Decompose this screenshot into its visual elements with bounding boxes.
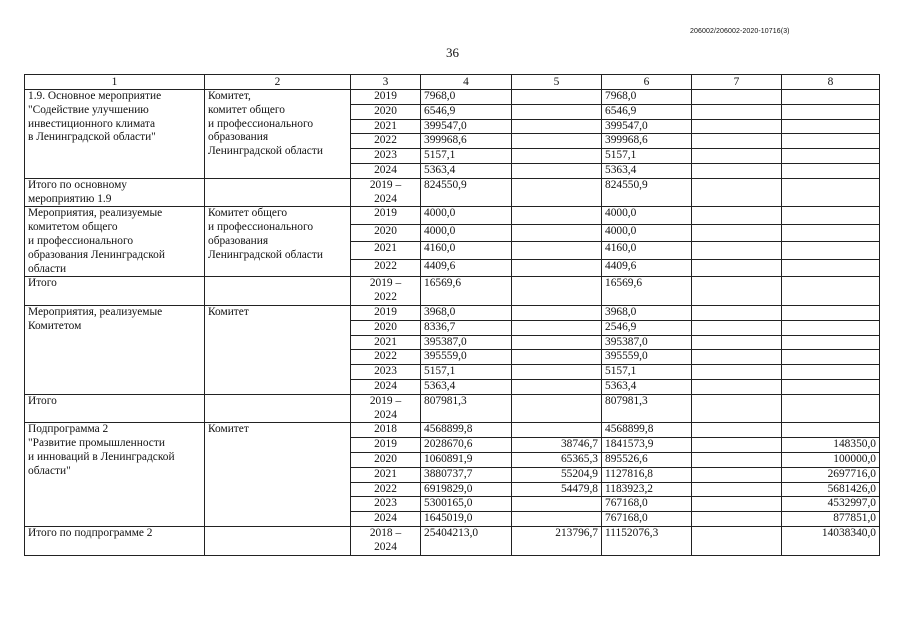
value-cell-col6: 895526,6 <box>602 452 692 467</box>
value-cell-col7 <box>692 512 782 527</box>
year-cell: 2023 <box>351 497 421 512</box>
value-cell-col7 <box>692 259 782 277</box>
value-cell-col5 <box>512 163 602 178</box>
value-cell-col5 <box>512 242 602 259</box>
value-cell-col5 <box>512 394 602 423</box>
column-header: 3 <box>351 75 421 90</box>
year-cell: 2018 – 2024 <box>351 526 421 555</box>
value-cell-col8 <box>782 90 880 105</box>
value-cell-col7 <box>692 438 782 453</box>
year-cell: 2023 <box>351 365 421 380</box>
column-header: 5 <box>512 75 602 90</box>
value-cell-col4: 5363,4 <box>421 163 512 178</box>
value-cell-col6: 399547,0 <box>602 119 692 134</box>
year-cell: 2021 <box>351 467 421 482</box>
column-header: 4 <box>421 75 512 90</box>
page-number: 36 <box>446 45 459 60</box>
value-cell-col5: 38746,7 <box>512 438 602 453</box>
value-cell-col4: 5300165,0 <box>421 497 512 512</box>
value-cell-col6: 1127816,8 <box>602 467 692 482</box>
year-cell: 2021 <box>351 242 421 259</box>
value-cell-col7 <box>692 119 782 134</box>
value-cell-col7 <box>692 149 782 164</box>
value-cell-col7 <box>692 423 782 438</box>
value-cell-col8 <box>782 163 880 178</box>
year-cell: 2022 <box>351 482 421 497</box>
year-cell: 2019 <box>351 90 421 105</box>
value-cell-col7 <box>692 350 782 365</box>
value-cell-col6: 3968,0 <box>602 305 692 320</box>
value-cell-col4: 5363,4 <box>421 379 512 394</box>
executor-name <box>205 178 351 207</box>
value-cell-col5 <box>512 90 602 105</box>
value-cell-col5 <box>512 423 602 438</box>
value-cell-col4: 1645019,0 <box>421 512 512 527</box>
value-cell-col8 <box>782 178 880 207</box>
value-cell-col4: 3880737,7 <box>421 467 512 482</box>
table-header <box>25 75 880 90</box>
value-cell-col6: 767168,0 <box>602 497 692 512</box>
year-cell: 2019 <box>351 207 421 224</box>
value-cell-col6: 395387,0 <box>602 335 692 350</box>
value-cell-col6: 2546,9 <box>602 320 692 335</box>
executor-name <box>205 394 351 423</box>
value-cell-col5 <box>512 207 602 224</box>
value-cell-col6: 5157,1 <box>602 365 692 380</box>
value-cell-col4: 6919829,0 <box>421 482 512 497</box>
table-row <box>25 90 880 105</box>
activity-name: Итого по основному мероприятию 1.9 <box>25 178 205 207</box>
year-cell: 2022 <box>351 350 421 365</box>
table-row <box>25 423 880 438</box>
table-row <box>25 394 880 423</box>
value-cell-col7 <box>692 320 782 335</box>
year-cell: 2019 – 2022 <box>351 277 421 306</box>
value-cell-col4: 5157,1 <box>421 149 512 164</box>
value-cell-col6: 16569,6 <box>602 277 692 306</box>
column-header: 8 <box>782 75 880 90</box>
value-cell-col7 <box>692 134 782 149</box>
activity-name: Подпрограмма 2 "Развитие промышленности и инноваций в Ленинградской области" <box>25 423 205 527</box>
value-cell-col4: 7968,0 <box>421 90 512 105</box>
value-cell-col8 <box>782 134 880 149</box>
value-cell-col7 <box>692 497 782 512</box>
executor-name: Комитет <box>205 423 351 527</box>
value-cell-col7 <box>692 452 782 467</box>
table-row <box>25 178 880 207</box>
value-cell-col6: 4000,0 <box>602 207 692 224</box>
value-cell-col5 <box>512 305 602 320</box>
value-cell-col5 <box>512 497 602 512</box>
year-cell: 2022 <box>351 259 421 277</box>
value-cell-col8 <box>782 335 880 350</box>
value-cell-col5 <box>512 350 602 365</box>
value-cell-col4: 5157,1 <box>421 365 512 380</box>
value-cell-col4: 4000,0 <box>421 207 512 224</box>
value-cell-col7 <box>692 467 782 482</box>
year-cell: 2024 <box>351 512 421 527</box>
value-cell-col6: 4568899,8 <box>602 423 692 438</box>
value-cell-col6: 4160,0 <box>602 242 692 259</box>
value-cell-col5: 213796,7 <box>512 526 602 555</box>
value-cell-col6: 5363,4 <box>602 163 692 178</box>
value-cell-col6: 7968,0 <box>602 90 692 105</box>
value-cell-col4: 4409,6 <box>421 259 512 277</box>
value-cell-col5 <box>512 365 602 380</box>
value-cell-col4: 16569,6 <box>421 277 512 306</box>
value-cell-col8 <box>782 305 880 320</box>
value-cell-col7 <box>692 379 782 394</box>
document-code: 206002/206002-2020-10716(3) <box>690 28 790 35</box>
value-cell-col8 <box>782 242 880 259</box>
value-cell-col5 <box>512 149 602 164</box>
value-cell-col5 <box>512 134 602 149</box>
value-cell-col6: 807981,3 <box>602 394 692 423</box>
value-cell-col7 <box>692 163 782 178</box>
value-cell-col5: 54479,8 <box>512 482 602 497</box>
value-cell-col8 <box>782 320 880 335</box>
value-cell-col6: 11152076,3 <box>602 526 692 555</box>
table-body <box>25 90 880 556</box>
value-cell-col4: 399968,6 <box>421 134 512 149</box>
value-cell-col7 <box>692 482 782 497</box>
value-cell-col4: 4568899,8 <box>421 423 512 438</box>
value-cell-col7 <box>692 224 782 241</box>
value-cell-col5: 65365,3 <box>512 452 602 467</box>
value-cell-col6: 5363,4 <box>602 379 692 394</box>
year-cell: 2019 <box>351 305 421 320</box>
value-cell-col8 <box>782 119 880 134</box>
year-cell: 2020 <box>351 320 421 335</box>
activity-name: Итого <box>25 394 205 423</box>
value-cell-col8 <box>782 394 880 423</box>
value-cell-col8: 5681426,0 <box>782 482 880 497</box>
executor-name: Комитет общего и профессионального образования Ленинградской области <box>205 207 351 277</box>
value-cell-col5 <box>512 224 602 241</box>
activity-name: Итого <box>25 277 205 306</box>
year-cell: 2019 – 2024 <box>351 178 421 207</box>
column-header: 1 <box>25 75 205 90</box>
value-cell-col4: 4000,0 <box>421 224 512 241</box>
value-cell-col6: 5157,1 <box>602 149 692 164</box>
value-cell-col4: 3968,0 <box>421 305 512 320</box>
year-cell: 2024 <box>351 163 421 178</box>
table-row <box>25 526 880 555</box>
value-cell-col5 <box>512 335 602 350</box>
value-cell-col8 <box>782 350 880 365</box>
executor-name <box>205 277 351 306</box>
value-cell-col7 <box>692 335 782 350</box>
value-cell-col8: 148350,0 <box>782 438 880 453</box>
value-cell-col8 <box>782 224 880 241</box>
executor-name: Комитет <box>205 305 351 394</box>
value-cell-col5 <box>512 259 602 277</box>
value-cell-col4: 395559,0 <box>421 350 512 365</box>
value-cell-col5 <box>512 277 602 306</box>
value-cell-col6: 395559,0 <box>602 350 692 365</box>
value-cell-col7 <box>692 305 782 320</box>
activity-name: Мероприятия, реализуемые комитетом общего и профессионального образования Ленинградской области <box>25 207 205 277</box>
year-cell: 2020 <box>351 452 421 467</box>
column-header: 7 <box>692 75 782 90</box>
value-cell-col7 <box>692 90 782 105</box>
column-header: 6 <box>602 75 692 90</box>
table-row <box>25 277 880 306</box>
table-row <box>25 305 880 320</box>
value-cell-col8: 100000,0 <box>782 452 880 467</box>
value-cell-col6: 4000,0 <box>602 224 692 241</box>
activity-name: 1.9. Основное мероприятие "Содействие улучшению инвестиционного климата в Ленинградской области" <box>25 90 205 179</box>
value-cell-col5 <box>512 104 602 119</box>
value-cell-col8 <box>782 277 880 306</box>
table-row <box>25 207 880 224</box>
value-cell-col6: 1841573,9 <box>602 438 692 453</box>
value-cell-col4: 1060891,9 <box>421 452 512 467</box>
value-cell-col5: 55204,9 <box>512 467 602 482</box>
year-cell: 2024 <box>351 379 421 394</box>
activity-name: Итого по подпрограмме 2 <box>25 526 205 555</box>
value-cell-col6: 1183923,2 <box>602 482 692 497</box>
value-cell-col7 <box>692 394 782 423</box>
value-cell-col4: 4160,0 <box>421 242 512 259</box>
year-cell: 2020 <box>351 224 421 241</box>
year-cell: 2020 <box>351 104 421 119</box>
value-cell-col8: 877851,0 <box>782 512 880 527</box>
value-cell-col4: 2028670,6 <box>421 438 512 453</box>
value-cell-col7 <box>692 365 782 380</box>
value-cell-col7 <box>692 242 782 259</box>
value-cell-col5 <box>512 178 602 207</box>
value-cell-col4: 8336,7 <box>421 320 512 335</box>
value-cell-col4: 824550,9 <box>421 178 512 207</box>
year-cell: 2019 <box>351 438 421 453</box>
year-cell: 2018 <box>351 423 421 438</box>
value-cell-col8 <box>782 423 880 438</box>
value-cell-col8 <box>782 104 880 119</box>
value-cell-col8: 4532997,0 <box>782 497 880 512</box>
value-cell-col5 <box>512 119 602 134</box>
value-cell-col7 <box>692 104 782 119</box>
value-cell-col6: 6546,9 <box>602 104 692 119</box>
year-cell: 2019 – 2024 <box>351 394 421 423</box>
year-cell: 2021 <box>351 119 421 134</box>
value-cell-col7 <box>692 277 782 306</box>
value-cell-col4: 807981,3 <box>421 394 512 423</box>
value-cell-col7 <box>692 526 782 555</box>
value-cell-col4: 395387,0 <box>421 335 512 350</box>
value-cell-col6: 4409,6 <box>602 259 692 277</box>
year-cell: 2023 <box>351 149 421 164</box>
value-cell-col8 <box>782 207 880 224</box>
budget-table <box>24 74 880 556</box>
value-cell-col8 <box>782 259 880 277</box>
value-cell-col5 <box>512 512 602 527</box>
value-cell-col8 <box>782 365 880 380</box>
value-cell-col7 <box>692 207 782 224</box>
activity-name: Мероприятия, реализуемые Комитетом <box>25 305 205 394</box>
value-cell-col5 <box>512 320 602 335</box>
value-cell-col8 <box>782 149 880 164</box>
value-cell-col6: 767168,0 <box>602 512 692 527</box>
executor-name <box>205 526 351 555</box>
year-cell: 2022 <box>351 134 421 149</box>
value-cell-col8: 14038340,0 <box>782 526 880 555</box>
value-cell-col6: 399968,6 <box>602 134 692 149</box>
value-cell-col7 <box>692 178 782 207</box>
year-cell: 2021 <box>351 335 421 350</box>
column-header: 2 <box>205 75 351 90</box>
value-cell-col5 <box>512 379 602 394</box>
value-cell-col4: 6546,9 <box>421 104 512 119</box>
executor-name: Комитет, комитет общего и профессионального образования Ленинградской области <box>205 90 351 179</box>
value-cell-col8 <box>782 379 880 394</box>
value-cell-col6: 824550,9 <box>602 178 692 207</box>
value-cell-col4: 399547,0 <box>421 119 512 134</box>
value-cell-col8: 2697716,0 <box>782 467 880 482</box>
value-cell-col4: 25404213,0 <box>421 526 512 555</box>
